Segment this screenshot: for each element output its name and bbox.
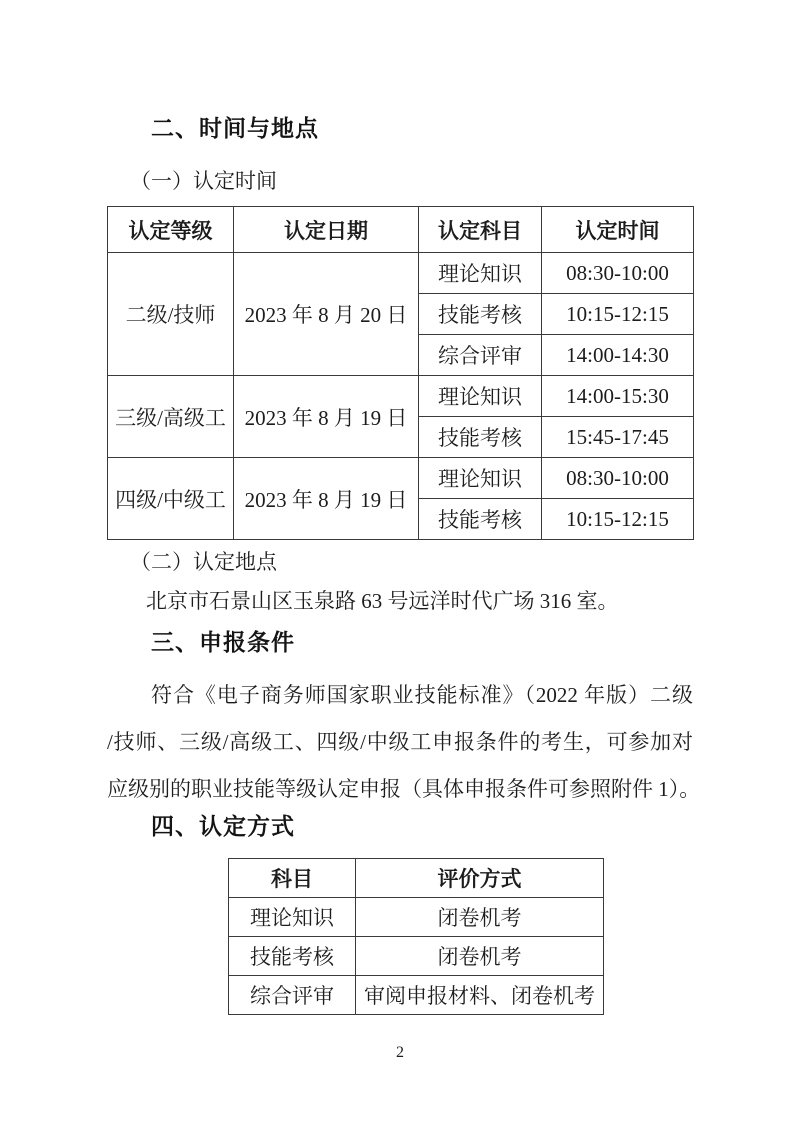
time-cell: 10:15-12:15 [542, 499, 694, 540]
subject-cell: 技能考核 [419, 294, 542, 335]
section-heading-application-conditions: 三、申报条件 [151, 629, 295, 655]
level-cell: 三级/高级工 [108, 376, 234, 458]
schedule-row [108, 253, 694, 294]
subject-cell: 理论知识 [419, 458, 542, 499]
subject-cell: 技能考核 [419, 499, 542, 540]
subject-cell: 综合评审 [419, 335, 542, 376]
method-row [229, 898, 604, 937]
section-heading-time-location: 二、时间与地点 [151, 115, 319, 141]
address-line: 北京市石景山区玉泉路 63 号远洋时代广场 316 室。 [146, 589, 619, 613]
application-paragraph-line: 应级别的职业技能等级认定申报（具体申报条件可参照附件 1）。 [107, 777, 701, 801]
section-heading-rending-method: 四、认定方式 [151, 813, 295, 839]
schedule-col-header-level: 认定等级 [108, 207, 234, 253]
schedule-table-header-row [108, 207, 694, 253]
method-col-header-subject: 科目 [229, 859, 356, 898]
schedule-table [107, 206, 694, 540]
date-cell: 2023 年 8 月 19 日 [234, 458, 419, 540]
date-cell: 2023 年 8 月 19 日 [234, 376, 419, 458]
schedule-row [108, 458, 694, 499]
subsection-heading-rending-time: （一）认定时间 [130, 169, 277, 193]
method-row [229, 976, 604, 1015]
time-cell: 15:45-17:45 [542, 417, 694, 458]
subject-cell: 理论知识 [419, 376, 542, 417]
schedule-col-header-time: 认定时间 [542, 207, 694, 253]
date-cell: 2023 年 8 月 20 日 [234, 253, 419, 376]
subject-cell: 理论知识 [229, 898, 356, 937]
subject-cell: 技能考核 [229, 937, 356, 976]
method-cell: 闭卷机考 [356, 937, 604, 976]
method-row [229, 937, 604, 976]
time-cell: 08:30-10:00 [542, 458, 694, 499]
time-cell: 14:00-14:30 [542, 335, 694, 376]
schedule-col-header-subject: 认定科目 [419, 207, 542, 253]
method-col-header-method: 评价方式 [356, 859, 604, 898]
page-number: 2 [396, 1044, 404, 1061]
time-cell: 08:30-10:00 [542, 253, 694, 294]
application-paragraph-line: /技师、三级/高级工、四级/中级工申报条件的考生，可参加对 [107, 730, 693, 754]
subsection-heading-rending-place: （二）认定地点 [130, 550, 277, 574]
subject-cell: 综合评审 [229, 976, 356, 1015]
time-cell: 10:15-12:15 [542, 294, 694, 335]
method-cell: 审阅申报材料、闭卷机考 [356, 976, 604, 1015]
level-cell: 四级/中级工 [108, 458, 234, 540]
method-table-header-row [229, 859, 604, 898]
schedule-row [108, 376, 694, 417]
subject-cell: 理论知识 [419, 253, 542, 294]
time-cell: 14:00-15:30 [542, 376, 694, 417]
subject-cell: 技能考核 [419, 417, 542, 458]
application-paragraph-line: 符合《电子商务师国家职业技能标准》（2022 年版）二级 [151, 683, 693, 707]
schedule-col-header-date: 认定日期 [234, 207, 419, 253]
method-table [228, 858, 604, 1015]
method-cell: 闭卷机考 [356, 898, 604, 937]
level-cell: 二级/技师 [108, 253, 234, 376]
